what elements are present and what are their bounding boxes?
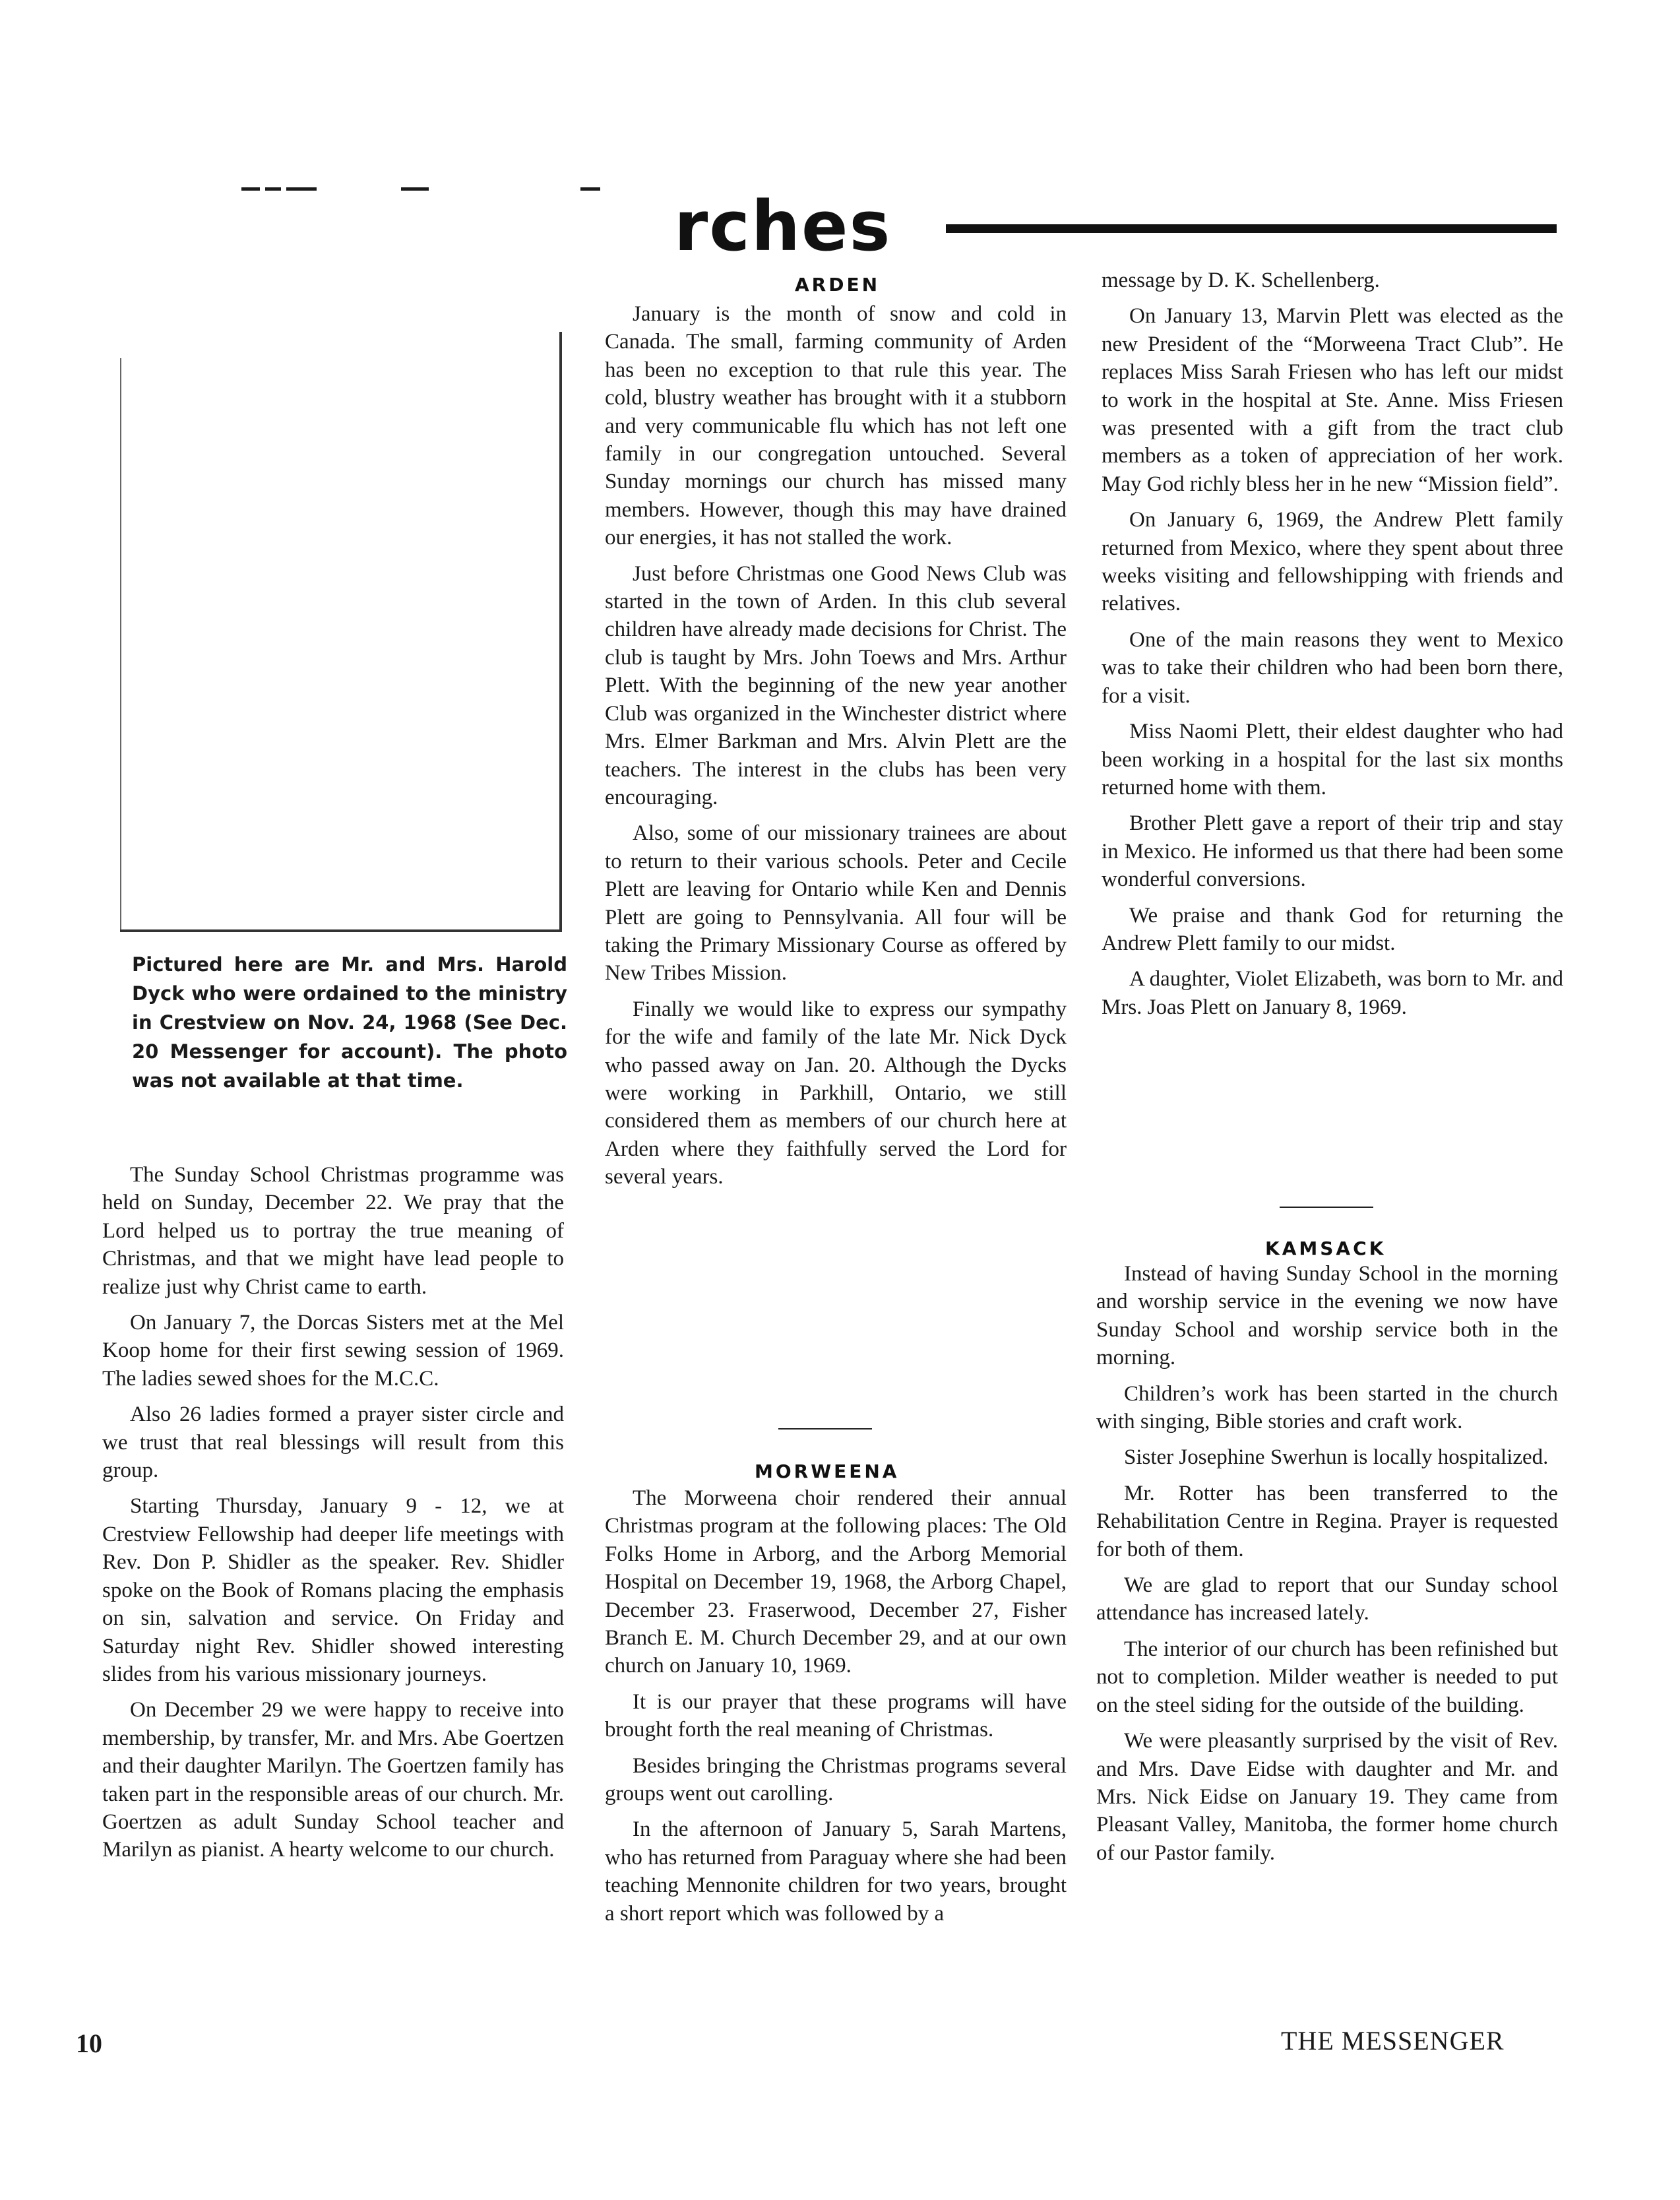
page-number: 10 <box>76 2028 102 2058</box>
article-paragraph: A daughter, Violet Elizabeth, was born to Mr. and Mrs. Joas Plett on January 8, 1969. <box>1102 967 1563 1019</box>
heading-morweena: MORWEENA <box>755 1461 900 1482</box>
column-morweena <box>605 1484 1067 1935</box>
column-arden <box>605 300 1067 1199</box>
masthead-fragment <box>265 187 281 191</box>
heading-kamsack: KAMSACK <box>1265 1238 1386 1259</box>
article-paragraph: Also, some of our missionary trainees are about to return to their various schools. Peter and Cecile Plett are leaving for Ontario while Ken and Dennis Plett are going to Pennsylvania. All four will be taking the Primary Missionary Course as offered by New Tribes Mission. <box>605 821 1067 986</box>
column-crestview <box>102 1161 564 1872</box>
article-paragraph: On January 13, Marvin Plett was elected as the new President of the “Morweena Tract Club”. He replaces Miss Sarah Friesen who has left our midst to work in the hospital at Ste. Anne. Miss Friesen was presented with a gift from the tract club members as a token of appreciation of her work. May God richly bless her in he new “Mission field”. <box>1102 304 1563 496</box>
article-paragraph: The Morweena choir rendered their annual Christmas program at the following places: The Old Folks Home in Arborg, and the Arborg Memorial Hospital on December 19, 1968, the Arborg Chapel, December 23. Fraserwood, December 27, Fisher Branch E. M. Church December 29, and at our own church on January 10, 1969. <box>605 1486 1067 1678</box>
article-paragraph: Miss Naomi Plett, their eldest daughter who had been working in a hospital for the last six months returned home with them. <box>1102 720 1563 800</box>
masthead-fragment <box>241 187 260 191</box>
section-separator <box>778 1428 872 1430</box>
article-paragraph: Finally we would like to express our sympathy for the wife and family of the late Mr. Nick Dyck who passed away on Jan. 20. Although the Dycks were working in Parkhill, Ontario, we still considered them as members of our church here at Arden where they faithfully served the Lord for several years. <box>605 997 1067 1189</box>
article-paragraph: On January 7, the Dorcas Sisters met at the Mel Koop home for their first sewing session of 1969. The ladies sewed shoes for the M.C.C. <box>102 1311 564 1391</box>
heading-arden: ARDEN <box>795 274 881 296</box>
title-rule <box>946 224 1557 233</box>
article-paragraph: Besides bringing the Christmas programs several groups went out carolling. <box>605 1753 1067 1806</box>
column-kamsack <box>1096 1260 1558 1875</box>
article-paragraph: The interior of our church has been refinished but not to completion. Milder weather is needed to put on the steel siding for the outside of the building. <box>1096 1637 1558 1717</box>
photo-frame <box>120 332 562 932</box>
masthead-fragment <box>580 187 600 191</box>
article-paragraph: The Sunday School Christmas programme was held on Sunday, December 22. We pray that the Lord helped us to portray the true meaning of Christmas, and that we might have lead people to realize just why Christ came to earth. <box>102 1163 564 1299</box>
article-paragraph: Sister Josephine Swerhun is locally hospitalized. <box>1124 1445 1549 1470</box>
section-title: rches <box>674 186 892 267</box>
article-paragraph: We praise and thank God for returning the Andrew Plett family to our midst. <box>1102 903 1563 955</box>
magazine-name: THE MESSENGER <box>1281 2026 1505 2056</box>
article-paragraph: We are glad to report that our Sunday school attendance has increased lately. <box>1096 1573 1558 1625</box>
article-paragraph: Children’s work has been started in the church with singing, Bible stories and craft work. <box>1096 1381 1558 1434</box>
masthead-fragment <box>401 187 429 191</box>
section-separator <box>1280 1207 1373 1208</box>
column-morweena-continued <box>1102 267 1563 1029</box>
article-paragraph: In the afternoon of January 5, Sarah Martens, who has returned from Paraguay where she had been teaching Mennonite children for two years, brought a short report which was followed by a <box>605 1817 1067 1926</box>
article-paragraph: It is our prayer that these programs will have brought forth the real meaning of Christmas. <box>605 1689 1067 1742</box>
article-paragraph: Also 26 ladies formed a prayer sister circle and we trust that real blessings will result from this group. <box>102 1402 564 1483</box>
article-paragraph: On December 29 we were happy to receive into membership, by transfer, Mr. and Mrs. Abe Goertzen and their daughter Marilyn. The Goertzen family has taken part in the responsible areas of our church. Mr. Goertzen as adult Sunday School teacher and Marilyn as pianist. A hearty welcome to our church. <box>102 1698 564 1862</box>
article-paragraph: Mr. Rotter has been transferred to the Rehabilitation Centre in Regina. Prayer is requested for both of them. <box>1096 1481 1558 1561</box>
article-paragraph: Brother Plett gave a report of their trip and stay in Mexico. He informed us that there had been some wonderful conversions. <box>1102 811 1563 892</box>
continued-text: message by D. K. Schellenberg. <box>1102 268 1380 292</box>
article-paragraph: On January 6, 1969, the Andrew Plett family returned from Mexico, where they spent about three weeks visiting and fellowshipping with friends and relatives. <box>1102 508 1563 616</box>
photo-caption: Pictured here are Mr. and Mrs. Harold Dyck who were ordained to the ministry in Crestview on Nov. 24, 1968 (See Dec. 20 Messenger for account). The photo was not available at that time. <box>132 953 567 1092</box>
article-paragraph: Starting Thursday, January 9 - 12, we at Crestview Fellowship had deeper life meetings with Rev. Don P. Shidler as the speaker. Rev. Shidler spoke on the Book of Romans placing the emphasis on sin, salvation and service. On Friday and Saturday night Rev. Shidler showed interesting slides from his various missionary journeys. <box>102 1494 564 1686</box>
article-paragraph: One of the main reasons they went to Mexico was to take their children who had been born there, for a visit. <box>1102 627 1563 708</box>
article-paragraph: Just before Christmas one Good News Club was started in the town of Arden. In this club several children have already made decisions for Christ. The club is taught by Mrs. John Toews and Mrs. Arthur Plett. With the beginning of the new year another Club was organized in the Winchester district where Mrs. Elmer Barkman and Mrs. Alvin Plett are the teachers. The interest in the clubs has been very encouraging. <box>605 561 1067 809</box>
article-paragraph: Instead of having Sunday School in the morning and worship service in the evening we now have Sunday School and worship service both in the morning. <box>1096 1262 1558 1370</box>
article-paragraph: We were pleasantly surprised by the visit of Rev. and Mrs. Dave Eidse with daughter and Mr. and Mrs. Nick Eidse on January 19. They came from Pleasant Valley, Manitoba, the former home church of our Pastor family. <box>1096 1729 1558 1865</box>
masthead-fragment <box>286 187 317 191</box>
article-paragraph: January is the month of snow and cold in Canada. The small, farming community of Arden has been no exception to that rule this year. The cold, blustry weather has brought with it a stubborn and very communicable flu which has not left one family in our congregation untouched. Several Sunday mornings our church has missed many members. However, though this may have drained our energies, it has not stalled the work. <box>605 302 1067 550</box>
